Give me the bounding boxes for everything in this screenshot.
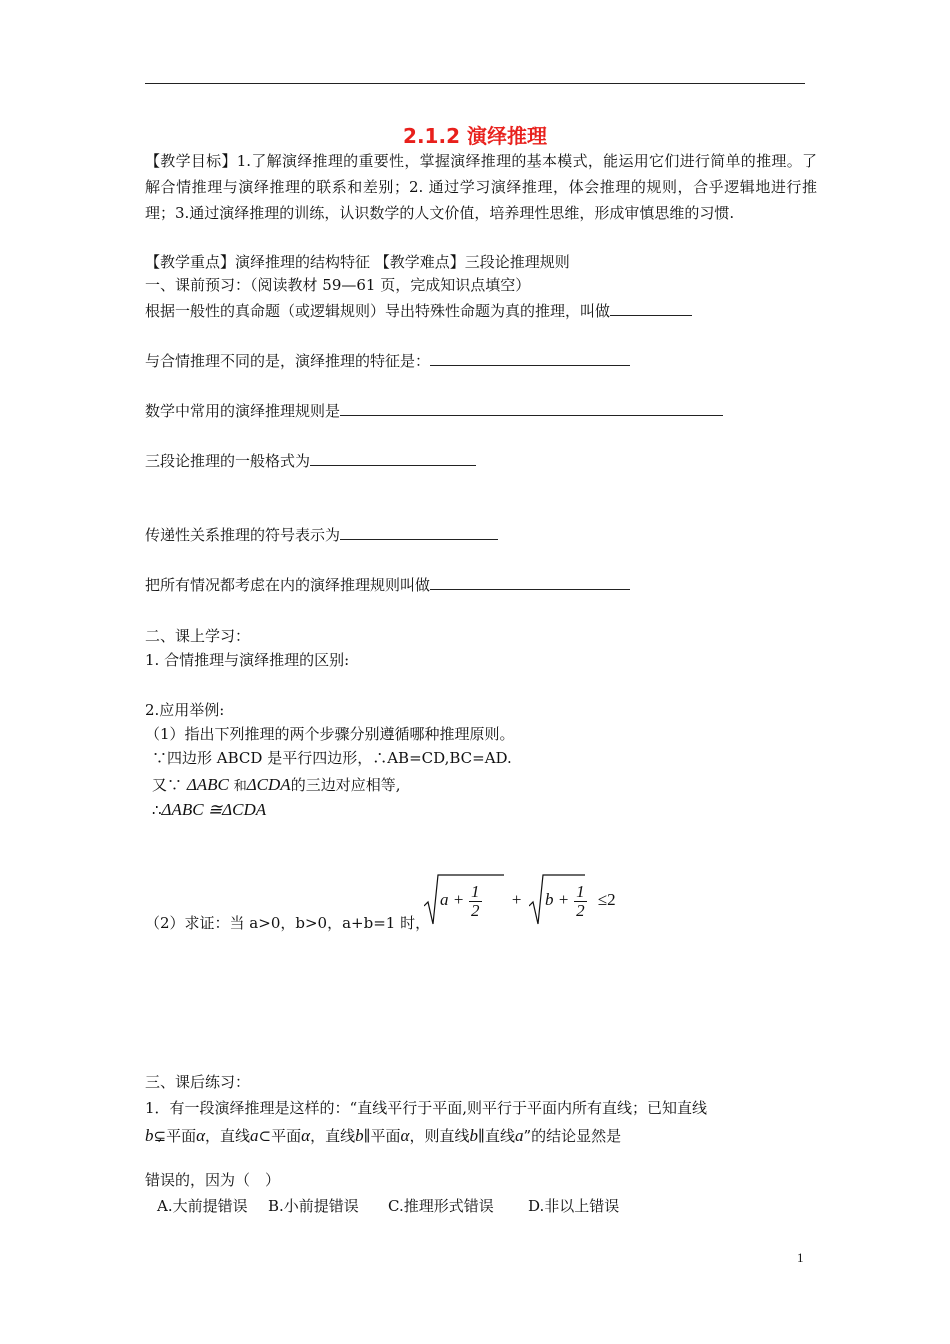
because-symbol: ∵ — [167, 776, 183, 794]
answer-blank[interactable] — [310, 451, 476, 466]
congruence-formula: ΔABC ≅ΔCDA — [161, 800, 267, 819]
preview-question-1 — [145, 301, 692, 321]
plane-word: 平面 — [370, 1127, 401, 1145]
var-alpha: α — [301, 1126, 311, 1145]
answer-blank[interactable] — [340, 525, 498, 540]
also-word: 又 — [152, 776, 168, 794]
preview-question-4-text: 三段论推理的一般格式为 — [145, 452, 311, 470]
plane-word: 平面 — [166, 1127, 197, 1145]
answer-blank[interactable] — [430, 575, 630, 590]
inequality-formula — [424, 872, 616, 928]
sqrt-term-1 — [424, 872, 504, 928]
conclusion-text: AB=CD,BC=AD. — [387, 749, 512, 767]
subset-symbol: ⊂ — [258, 1127, 272, 1145]
page-number: 1 — [797, 1250, 804, 1265]
plus-sign: + — [510, 890, 523, 909]
triangle-abc: ΔABC — [186, 775, 229, 794]
teaching-objectives: 【教学目标】1.了解演绎推理的重要性，掌握演绎推理的基本模式，能运用它们进行简单的推理。了解合情推理与演绎推理的联系和差别；2. 通过学习演绎推理，体会推理的规则，合乎逻辑地进行推理；3.通过演绎推理的训练，认识数学的人文价值，培养理性思维，形成审慎思维的习惯. — [145, 152, 817, 222]
line-2-suffix: 的三边对应相等, — [290, 776, 401, 794]
numerator: 1 — [576, 881, 585, 901]
then-label: ，则直线 — [409, 1127, 470, 1145]
example-2-prompt: （2）求证：当 a>0，b>0，a+b=1 时， — [145, 914, 431, 932]
term-2-var: b + — [545, 890, 570, 909]
inequality-rhs: ≤2 — [597, 890, 616, 909]
example-1-line-3 — [152, 800, 266, 820]
line-b-label: ，直线 — [310, 1127, 356, 1145]
section2-item-2: 2.应用举例: — [145, 701, 225, 719]
answer-blank[interactable] — [430, 351, 630, 366]
therefore-symbol: ∴ — [152, 801, 162, 819]
page-title: 2.1.2 演绎推理 — [403, 124, 547, 148]
because-symbol: ∵ — [152, 749, 168, 767]
example-1-line-2 — [152, 775, 400, 797]
section2-heading: 二、课上学习： — [145, 627, 251, 645]
answer-blank[interactable] — [610, 301, 692, 316]
example-1-prompt: （1）指出下列推理的两个步骤分别遵循哪种推理原则。 — [145, 725, 515, 743]
key-points: 【教学重点】演绎推理的结构特征 【教学难点】三段论推理规则 — [145, 253, 570, 271]
header-rule — [145, 83, 805, 84]
var-alpha: α — [196, 1126, 206, 1145]
preview-question-2-text: 与合情推理不同的是，演绎推理的特征是： — [145, 352, 431, 370]
preview-question-1-text: 根据一般性的真命题（或逻辑规则）导出特殊性命题为真的推理，叫做 — [145, 302, 611, 320]
therefore-symbol: ∴ — [372, 749, 388, 767]
parallel-symbol: ∥ — [363, 1127, 371, 1145]
sqrt-term-2 — [529, 872, 585, 928]
and-word: 和 — [233, 779, 247, 794]
premise-text: 四边形 ABCD 是平行四边形， — [167, 749, 373, 767]
var-b: b — [469, 1126, 478, 1145]
triangle-cda: ΔCDA — [246, 775, 291, 794]
conclusion-close: ”的结论显然是 — [523, 1127, 622, 1145]
var-a: a — [250, 1126, 259, 1145]
denominator: 2 — [471, 900, 480, 920]
denominator: 2 — [576, 900, 585, 920]
line-word: 直线 — [484, 1127, 515, 1145]
var-alpha: α — [400, 1126, 410, 1145]
section2-item-1: 1. 合情推理与演绎推理的区别: — [145, 651, 350, 669]
term-1-var: a + — [440, 890, 465, 909]
var-b: b — [145, 1126, 154, 1145]
var-b: b — [355, 1126, 364, 1145]
preview-question-5-text: 传递性关系推理的符号表示为 — [145, 526, 341, 544]
preview-question-2 — [145, 351, 630, 371]
option-d[interactable]: D.非以上错误 — [528, 1197, 620, 1215]
preview-question-3 — [145, 401, 723, 421]
plane-word: 平面 — [271, 1127, 302, 1145]
preview-question-6-text: 把所有情况都考虑在内的演绎推理规则叫做 — [145, 576, 431, 594]
parallel-symbol: ∥ — [478, 1127, 485, 1145]
answer-blank[interactable] — [340, 401, 723, 416]
exercise-1-line-2 — [145, 1126, 621, 1146]
exercise-1-line-1: 1．有一段演绎推理是这样的：“直线平行于平面,则平行于平面内所有直线；已知直线 — [145, 1099, 707, 1117]
option-b[interactable]: B.小前提错误 — [268, 1197, 359, 1215]
preview-question-4 — [145, 451, 476, 471]
line-a-label: ，直线 — [205, 1127, 251, 1145]
radical-sign-icon — [424, 872, 504, 928]
var-a: a — [514, 1126, 524, 1145]
preview-question-6 — [145, 575, 630, 595]
section3-heading: 三、课后练习： — [145, 1073, 251, 1091]
radical-sign-icon — [529, 872, 585, 928]
not-subset-symbol: ⊊ — [153, 1127, 167, 1145]
option-a[interactable]: A.大前提错误 — [157, 1197, 248, 1215]
exercise-1-line-3: 错误的，因为（ ） — [145, 1171, 281, 1189]
option-c[interactable]: C.推理形式错误 — [388, 1197, 494, 1215]
section1-heading: 一、课前预习：（阅读教材 59—61 页，完成知识点填空） — [145, 276, 531, 294]
numerator: 1 — [471, 881, 480, 901]
example-1-line-1 — [152, 748, 512, 768]
preview-question-3-text: 数学中常用的演绎推理规则是 — [145, 402, 341, 420]
preview-question-5 — [145, 525, 498, 545]
